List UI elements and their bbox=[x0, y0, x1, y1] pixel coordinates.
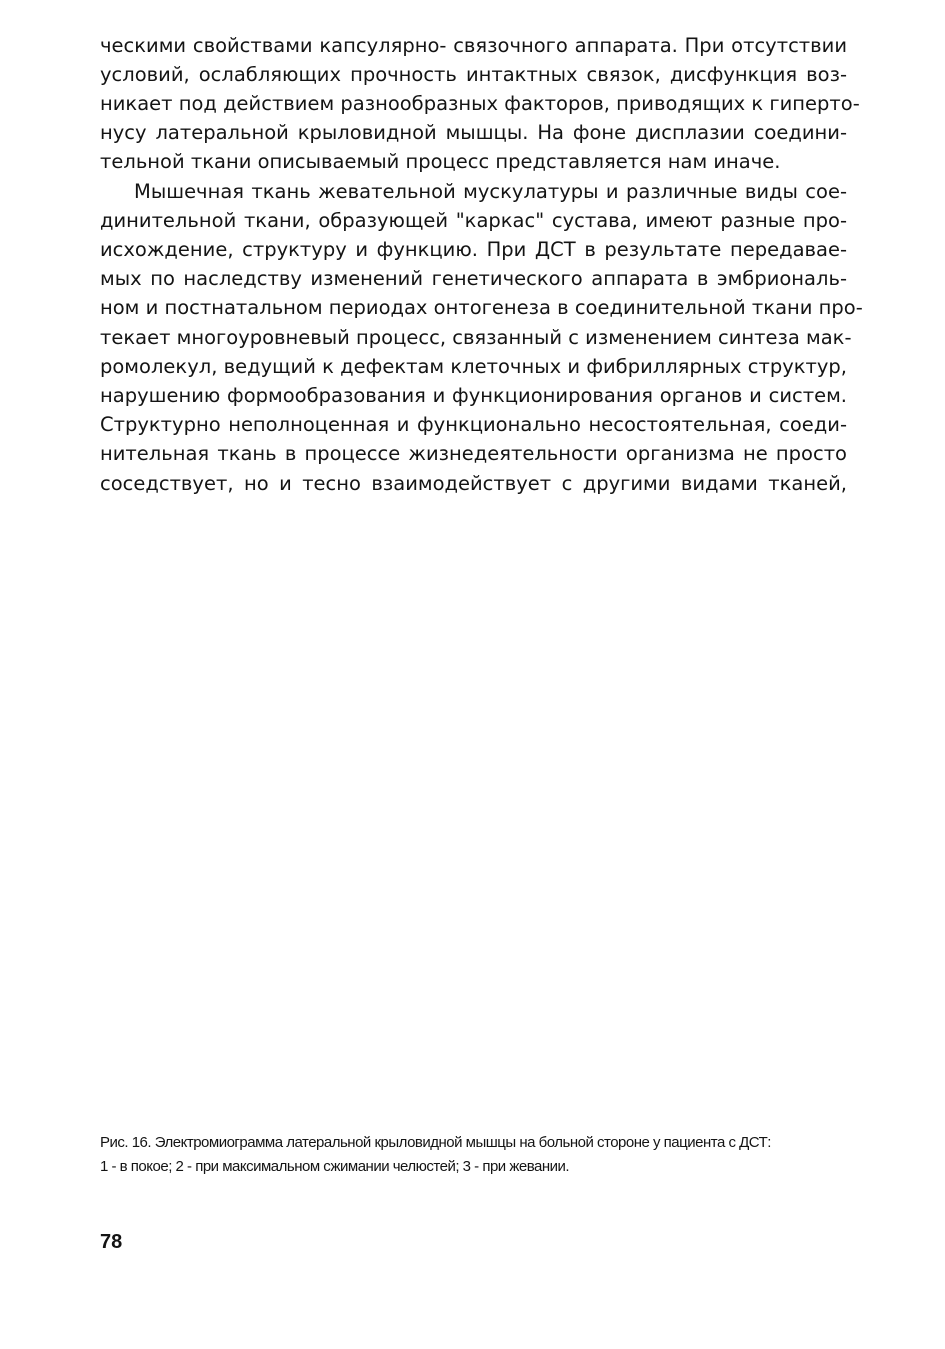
text-line: текает многоуровневый процесс, связанный с изменением синтеза мак- bbox=[100, 326, 852, 349]
figure-caption-line-1: Рис. 16. Электромиограмма латеральной крыловидной мышцы на больной стороне у пациента с ДСТ: bbox=[100, 1134, 771, 1151]
text-line: исхождение, структуру и функцию. При ДСТ в результате передавае- bbox=[100, 238, 847, 261]
text-line: соседствует, но и тесно взаимодействует с другими видами тканей, bbox=[100, 472, 847, 495]
text-line: условий, ослабляющих прочность интактных связок, дисфункция воз- bbox=[100, 63, 847, 86]
text-line: ном и постнатальном периодах онтогенеза в соединительной ткани про- bbox=[100, 296, 863, 319]
text-line: никает под действием разнообразных факторов, приводящих к гиперто- bbox=[100, 92, 860, 115]
page-number: 78 bbox=[100, 1231, 123, 1253]
text-line: нарушению формообразования и функционирования органов и систем. bbox=[100, 384, 847, 407]
figure-caption-line-2: 1 - в покое; 2 - при максимальном сжимании челюстей; 3 - при жевании. bbox=[100, 1158, 570, 1175]
text-line: динительной ткани, образующей "каркас" сустава, имеют разные про- bbox=[100, 209, 847, 232]
text-line: нусу латеральной крыловидной мышцы. На фоне дисплазии соедини- bbox=[100, 121, 847, 144]
paragraph-start-line: Мышечная ткань жевательной мускулатуры и различные виды сое- bbox=[134, 180, 847, 203]
text-line: Структурно неполноценная и функционально несостоятельная, соеди- bbox=[100, 413, 847, 436]
text-line: ромолекул, ведущий к дефектам клеточных и фибриллярных структур, bbox=[100, 355, 847, 378]
text-line: ческими свойствами капсулярно- связочного аппарата. При отсутствии bbox=[100, 34, 847, 57]
text-line: тельной ткани описываемый процесс представляется нам иначе. bbox=[100, 150, 781, 173]
text-line: нительная ткань в процессе жизнедеятельности организма не просто bbox=[100, 442, 847, 465]
text-line: мых по наследству изменений генетического аппарата в эмбриональ- bbox=[100, 267, 847, 290]
